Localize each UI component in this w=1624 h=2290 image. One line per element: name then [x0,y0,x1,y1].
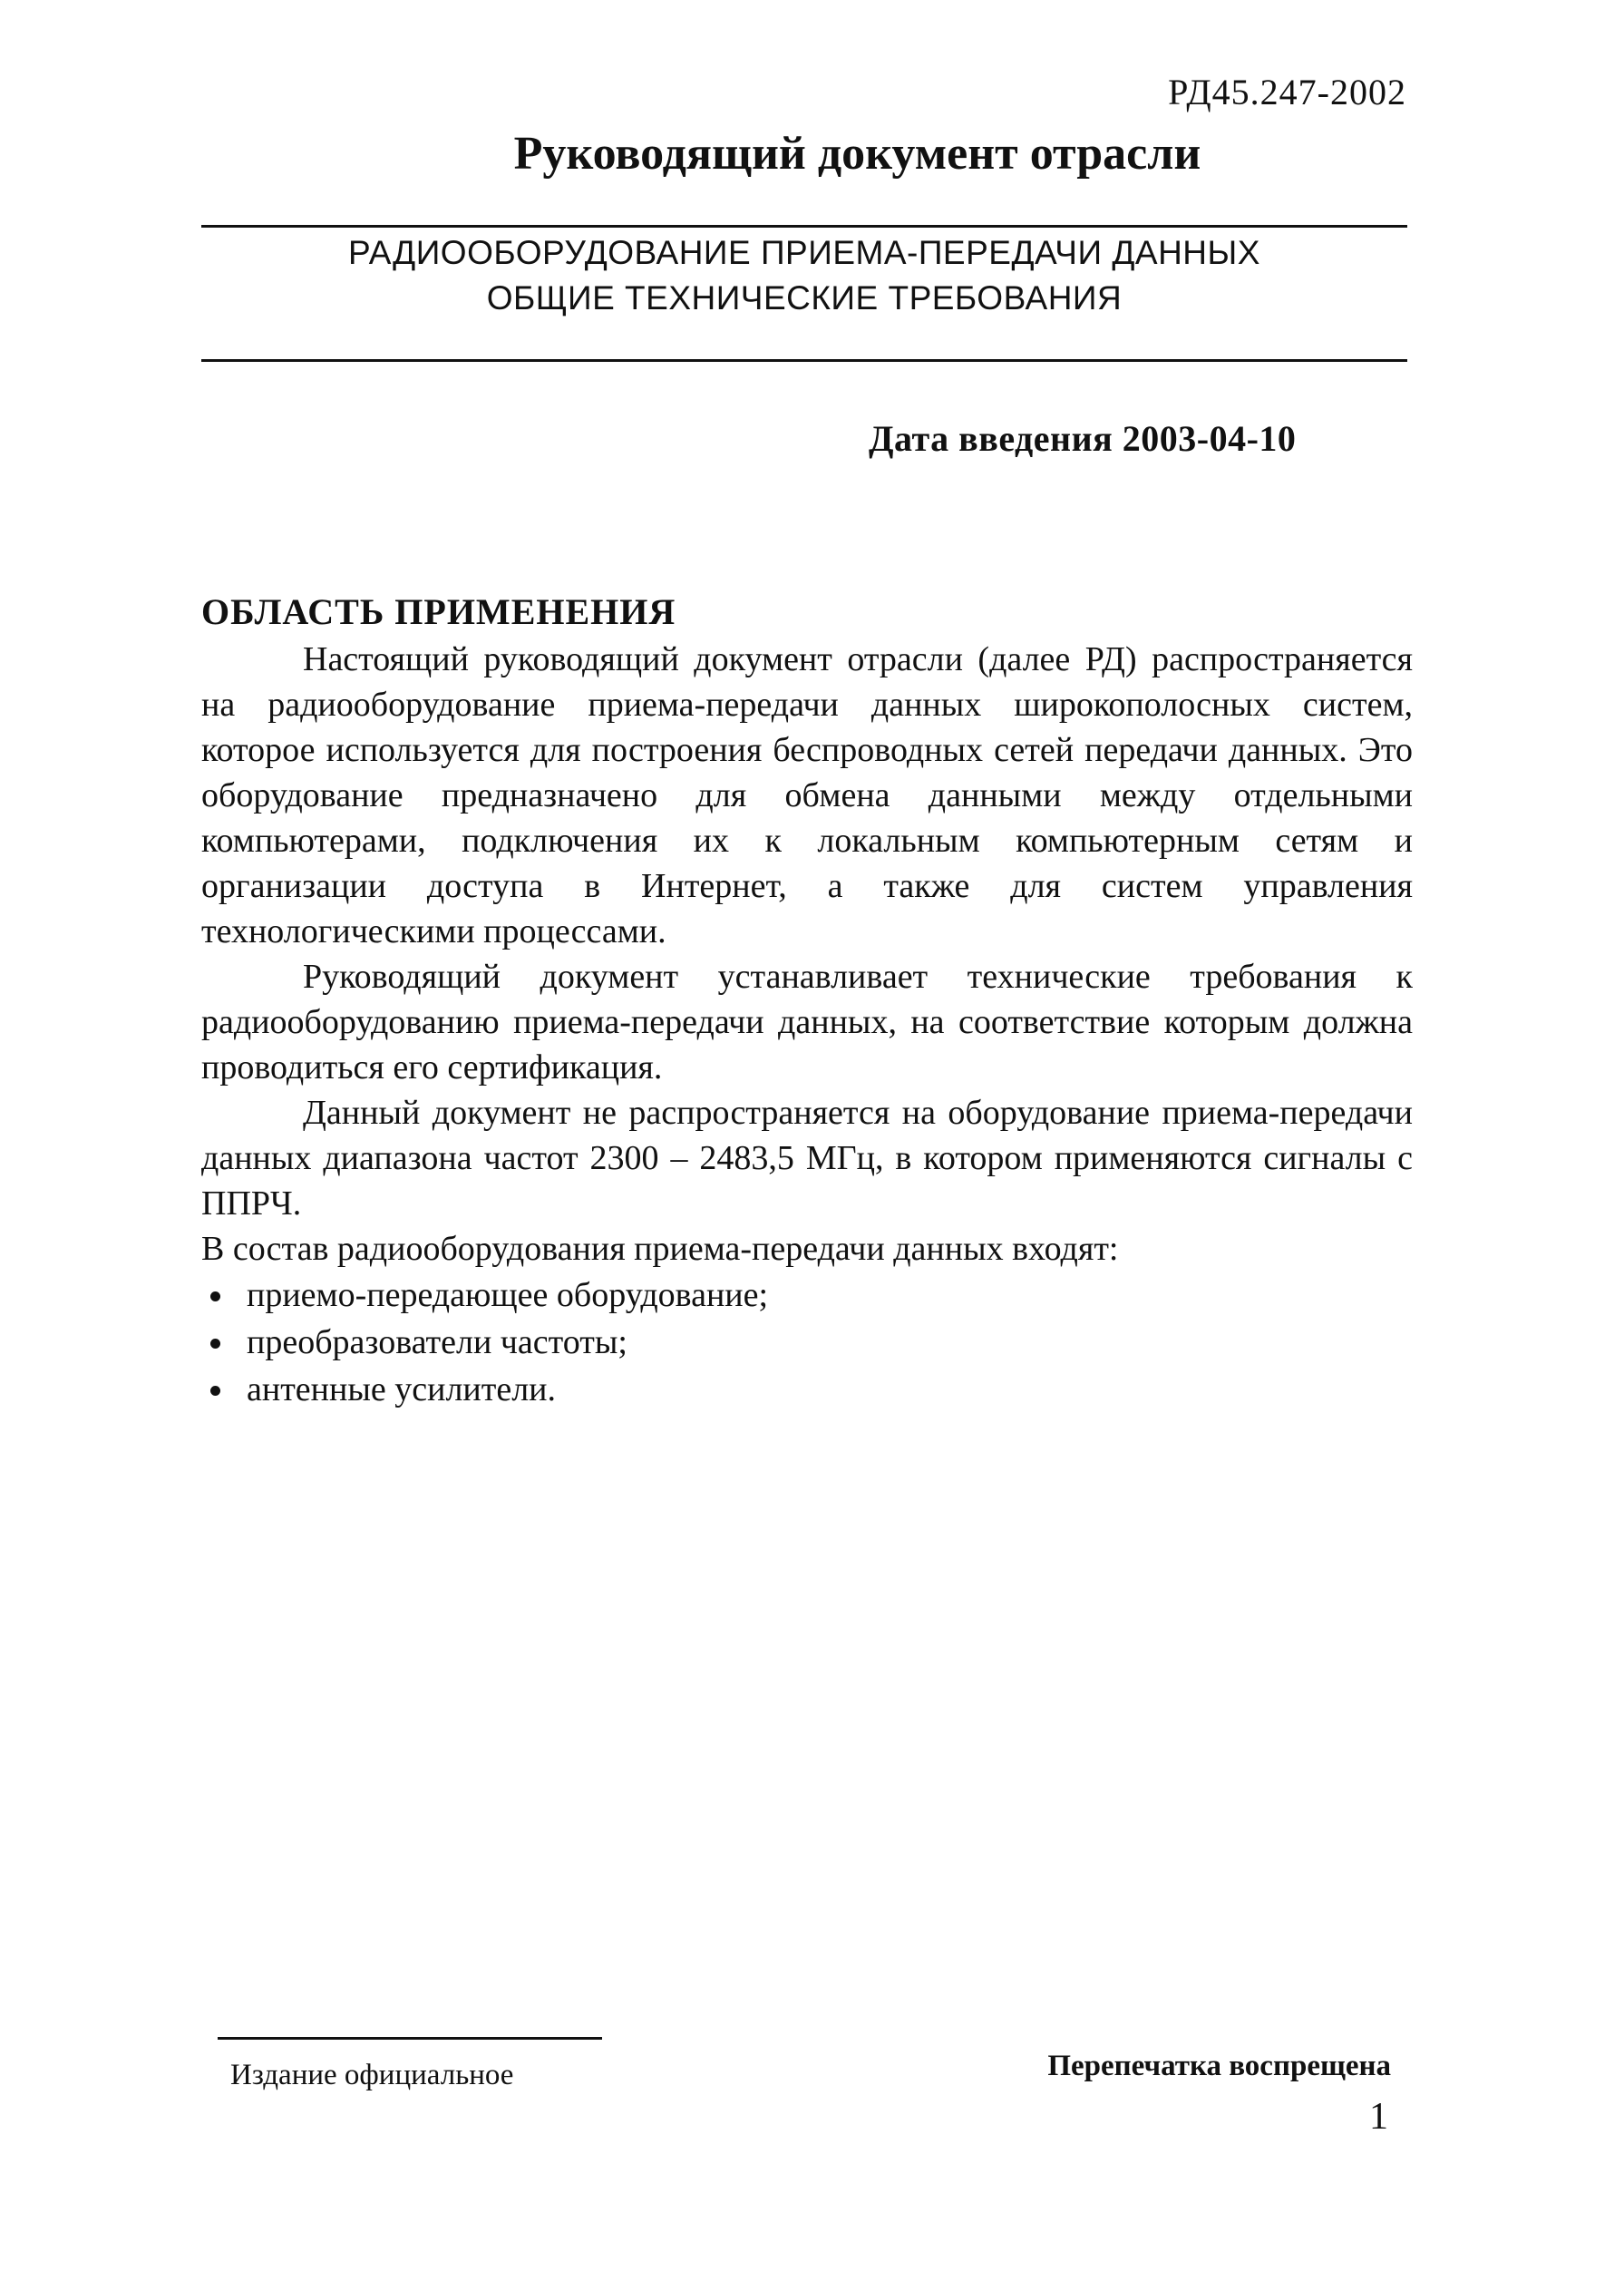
list-item [201,1319,1413,1366]
components-list [201,1272,1413,1413]
paragraph: Руководящий документ устанавливает технические требования к радиооборудованию приема-передачи данных, на соответствие которым должна проводиться его сертификация. [201,958,1413,1087]
header-rule-bottom [201,359,1407,362]
document-subject [201,230,1407,321]
list-item-text: антенные усилители. [247,1370,557,1408]
subject-line-2: ОБЩИЕ ТЕХНИЧЕСКИЕ ТРЕБОВАНИЯ [486,279,1123,317]
document-code: РД45.247-2002 [1168,72,1406,112]
paragraph: Данный документ не распространяется на оборудование приема-передачи данных диапазона частот 2300 – 2483,5 МГц, в котором применяются сигналы с ППРЧ. [201,1094,1413,1223]
footer-rule [218,2037,602,2040]
introduction-date: Дата введения 2003-04-10 [869,418,1297,459]
list-item-text: преобразователи частоты; [247,1323,627,1361]
reprint-prohibited-note: Перепечатка воспрещена [1047,2050,1391,2082]
bullet-icon [210,1339,220,1349]
bullet-icon [210,1291,220,1301]
document-type-title: Руководящий документ отрасли [513,128,1201,180]
section-title: ОБЛАСТЬ ПРИМЕНЕНИЯ [201,591,676,632]
scope-section [201,590,1413,1413]
list-item-text: приемо-передающее оборудование; [247,1276,769,1314]
paragraph: Настоящий руководящий документ отрасли (далее РД) распространяется на радиооборудование приема-передачи данных широкополосных систем, которое используется для построения беспроводных сетей передачи данных. Это оборудование предназначено для обмена данными между отдельными компьютерами, подключения их к локальным компьютерным сетям и организации доступа в Интернет, а также для систем управления технологическими процессами. [201,640,1413,950]
page-number: 1 [1369,2096,1388,2138]
header-rule-top [201,225,1407,228]
official-edition-note: Издание официальное [230,2059,514,2091]
subject-line-1: РАДИООБОРУДОВАНИЕ ПРИЕМА-ПЕРЕДАЧИ ДАННЫХ [348,234,1260,271]
list-intro: В состав радиооборудования приема-передачи данных входят: [201,1230,1119,1268]
list-item [201,1272,1413,1319]
list-item [201,1366,1413,1413]
bullet-icon [210,1386,220,1396]
